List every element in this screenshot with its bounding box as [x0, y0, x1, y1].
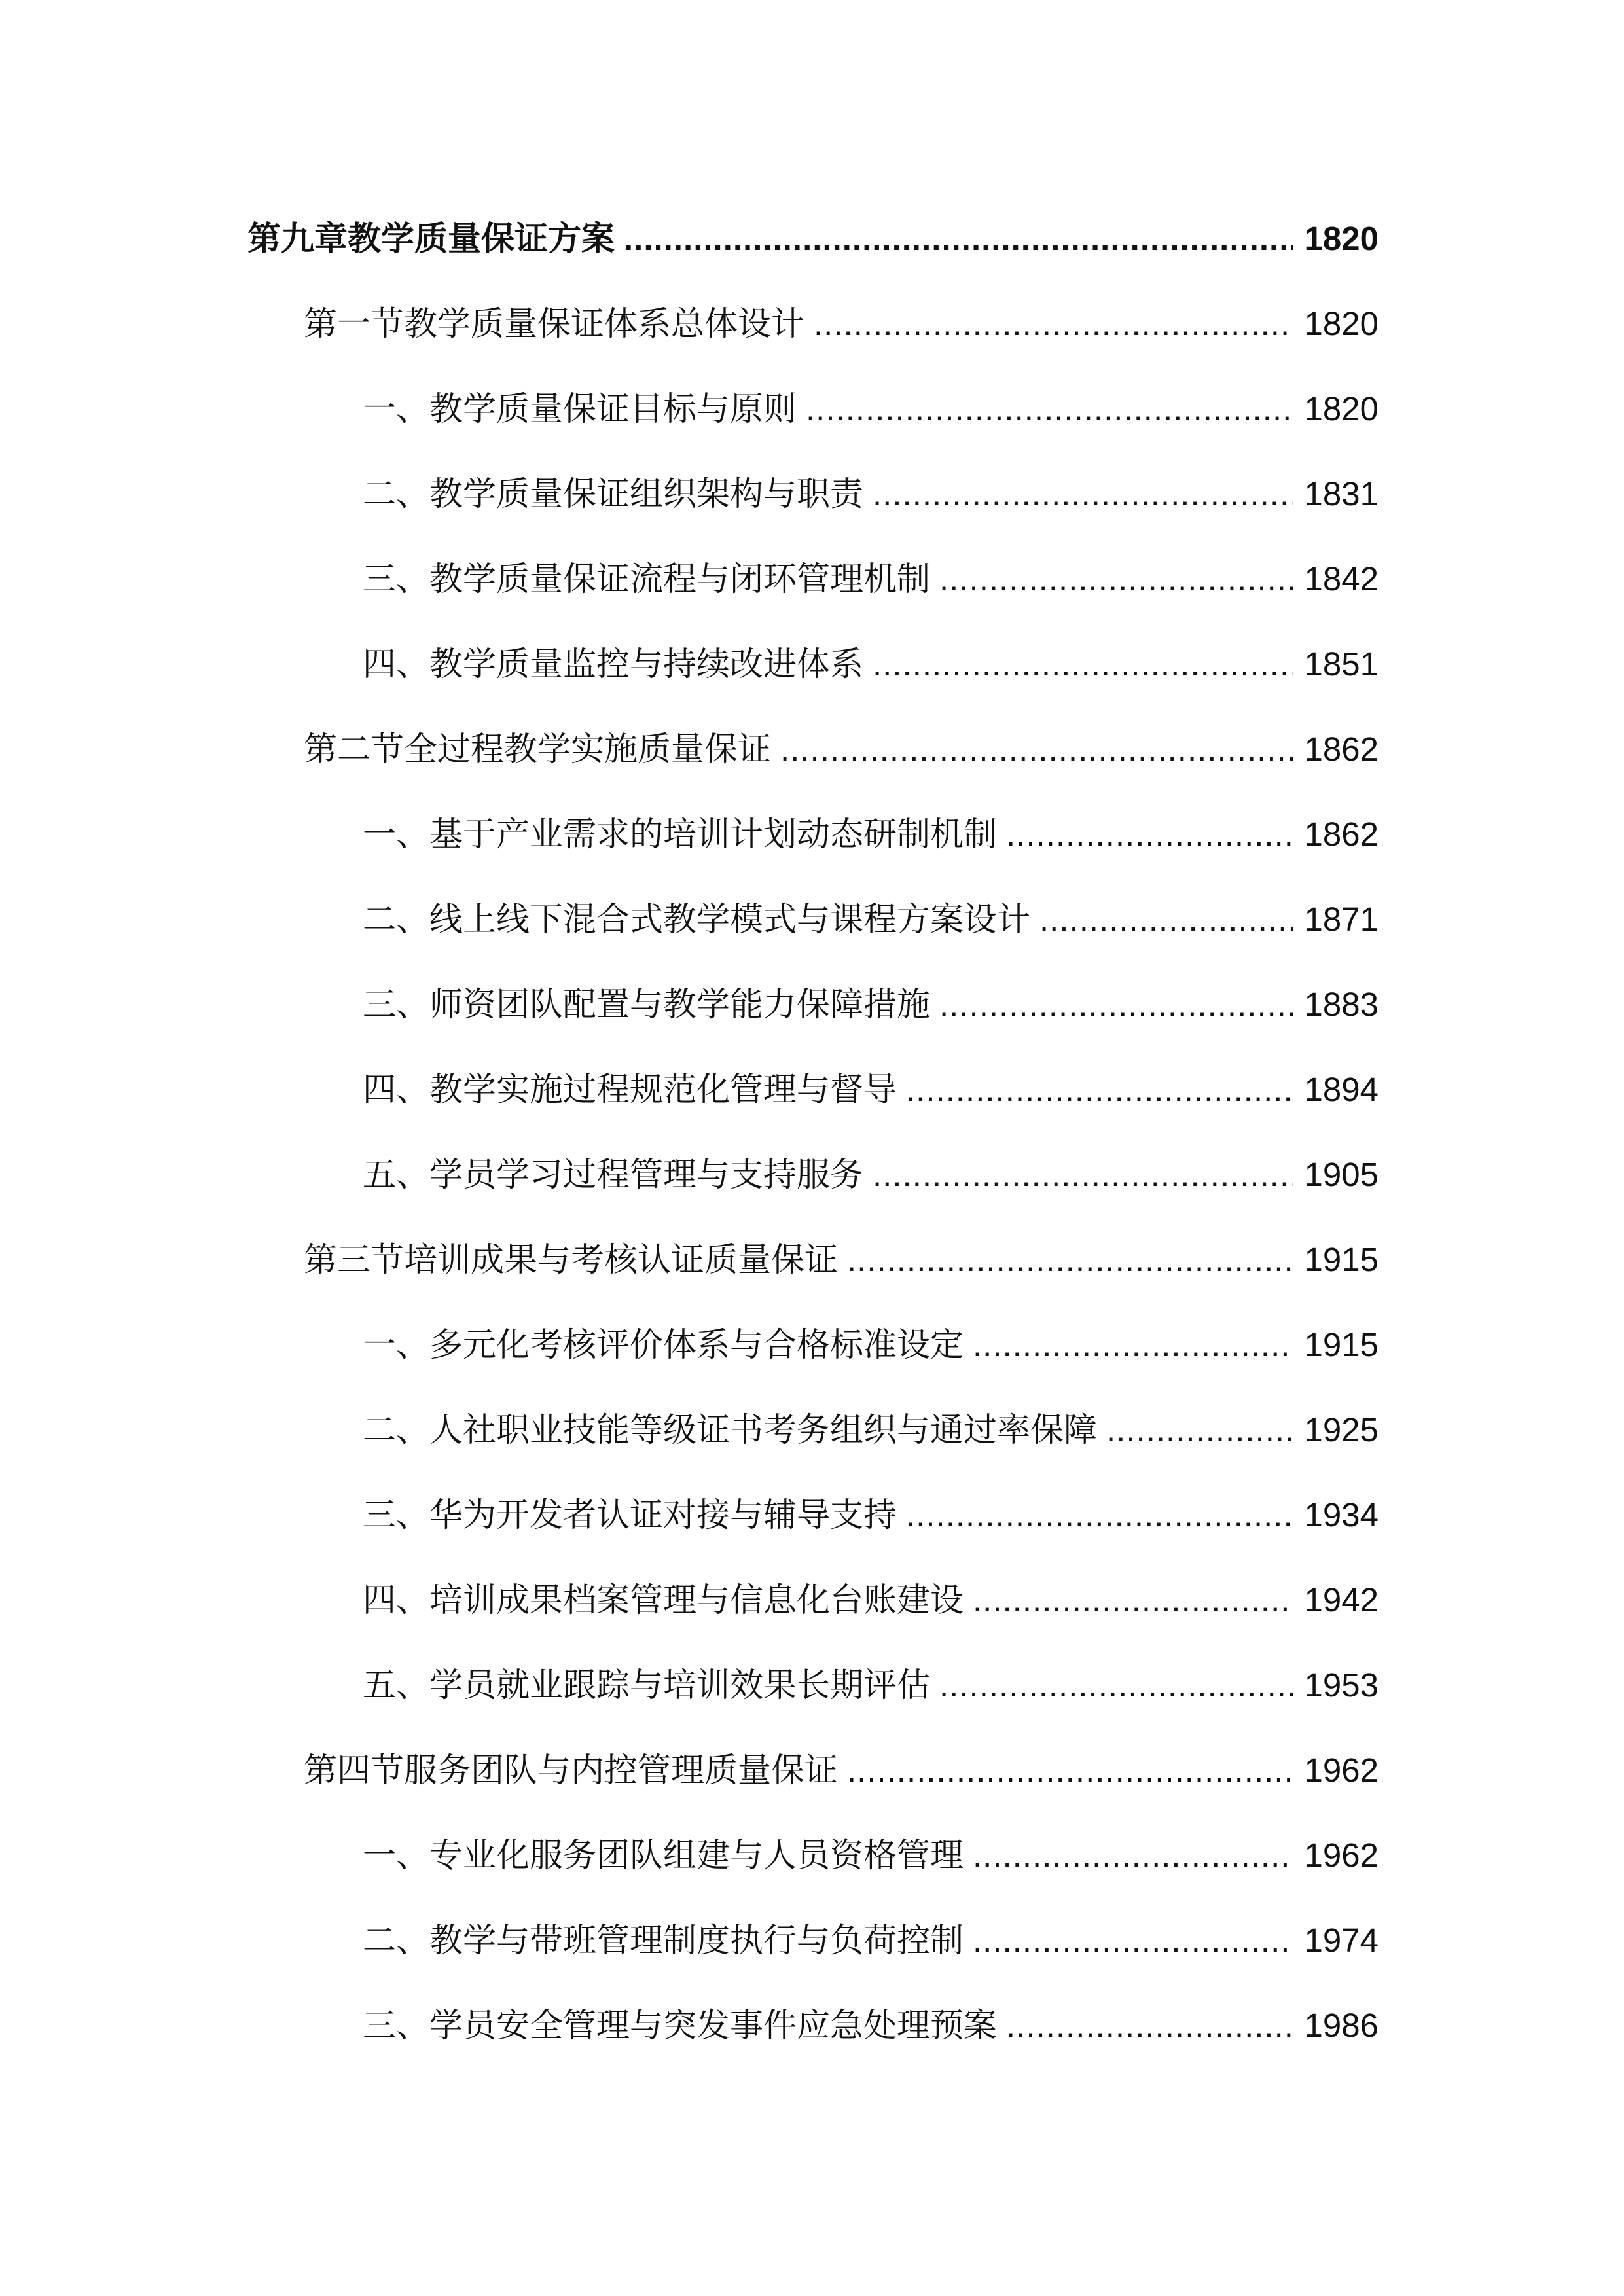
toc-dot-leader [873, 1149, 1293, 1201]
toc-dot-leader [873, 638, 1293, 691]
toc-entry-title: 五、学员就业跟踪与培训效果长期评估 [363, 1666, 931, 1705]
toc-entry-section[interactable] [247, 1234, 1379, 1319]
toc-dot-leader [806, 383, 1293, 435]
toc-entry-title: 三、华为开发者认证对接与辅导支持 [363, 1496, 897, 1535]
toc-dot-leader [973, 1574, 1293, 1626]
toc-dot-leader [624, 213, 1293, 265]
toc-entry-title: 第一节教学质量保证体系总体设计 [304, 305, 805, 344]
toc-entry-chapter[interactable] [247, 213, 1379, 298]
toc-entry-subsection[interactable] [247, 1149, 1379, 1234]
toc-entry-title: 一、专业化服务团队组建与人员资格管理 [363, 1837, 964, 1875]
toc-entry-subsection[interactable] [247, 1914, 1379, 2000]
toc-dot-leader [1006, 808, 1293, 861]
toc-page-number: 1820 [1304, 220, 1379, 257]
toc-entry-title: 第四节服务团队与内控管理质量保证 [304, 1751, 839, 1790]
toc-entry-subsection[interactable] [247, 383, 1379, 468]
toc-entry-title: 第二节全过程教学实施质量保证 [304, 730, 772, 769]
toc-entry-subsection[interactable] [247, 1659, 1379, 1744]
toc-entry-subsection[interactable] [247, 893, 1379, 978]
toc-entry-title: 一、教学质量保证目标与原则 [363, 390, 797, 429]
toc-page-number: 1862 [1304, 816, 1379, 853]
toc-dot-leader [1039, 893, 1293, 946]
toc-entry-subsection[interactable] [247, 638, 1379, 723]
toc-dot-leader [939, 1659, 1293, 1712]
toc-page-number: 1915 [1304, 1241, 1379, 1278]
toc-entry-title: 四、教学实施过程规范化管理与督导 [363, 1071, 897, 1109]
toc-page-number: 1986 [1304, 2007, 1379, 2044]
toc-page-number: 1871 [1304, 901, 1379, 938]
toc-entry-title: 二、线上线下混合式教学模式与课程方案设计 [363, 901, 1031, 939]
toc-entry-subsection[interactable] [247, 1404, 1379, 1489]
toc-entry-title: 二、人社职业技能等级证书考务组织与通过率保障 [363, 1411, 1098, 1450]
toc-entry-title: 一、基于产业需求的培训计划动态研制机制 [363, 816, 998, 854]
toc-page-number: 1962 [1304, 1751, 1379, 1789]
toc-entry-title: 二、教学与带班管理制度执行与负荷控制 [363, 1922, 964, 1960]
toc-entry-subsection[interactable] [247, 468, 1379, 553]
toc-entry-title: 三、学员安全管理与突发事件应急处理预案 [363, 2007, 998, 2045]
toc-dot-leader [780, 723, 1293, 776]
toc-page-number: 1831 [1304, 475, 1379, 512]
toc-dot-leader [906, 1489, 1293, 1541]
toc-page-number: 1820 [1304, 390, 1379, 427]
toc-dot-leader [814, 298, 1293, 350]
toc-entry-subsection[interactable] [247, 808, 1379, 893]
toc-dot-leader [939, 553, 1293, 605]
toc-dot-leader [973, 1829, 1293, 1882]
toc-page-number: 1915 [1304, 1326, 1379, 1363]
toc-entry-subsection[interactable] [247, 1829, 1379, 1914]
table-of-contents [247, 213, 1379, 2085]
toc-entry-title: 第九章教学质量保证方案 [247, 220, 615, 259]
toc-entry-title: 四、培训成果档案管理与信息化台账建设 [363, 1581, 964, 1620]
toc-entry-subsection[interactable] [247, 978, 1379, 1064]
toc-dot-leader [873, 468, 1293, 520]
toc-entry-subsection[interactable] [247, 1064, 1379, 1149]
toc-entry-title: 三、教学质量保证流程与闭环管理机制 [363, 560, 931, 599]
toc-entry-subsection[interactable] [247, 1574, 1379, 1659]
toc-dot-leader [1106, 1404, 1293, 1456]
toc-entry-title: 四、教学质量监控与持续改进体系 [363, 645, 864, 684]
toc-entry-subsection[interactable] [247, 1489, 1379, 1574]
toc-dot-leader [847, 1744, 1293, 1797]
toc-dot-leader [906, 1064, 1293, 1116]
toc-page-number: 1953 [1304, 1666, 1379, 1704]
toc-page-number: 1894 [1304, 1071, 1379, 1108]
toc-entry-subsection[interactable] [247, 2000, 1379, 2085]
toc-dot-leader [1006, 2000, 1293, 2052]
toc-page-number: 1820 [1304, 305, 1379, 342]
toc-page-number: 1851 [1304, 645, 1379, 683]
toc-page-number: 1974 [1304, 1922, 1379, 1959]
toc-page-number: 1925 [1304, 1411, 1379, 1448]
toc-entry-section[interactable] [247, 298, 1379, 383]
toc-entry-section[interactable] [247, 723, 1379, 808]
toc-entry-title: 五、学员学习过程管理与支持服务 [363, 1156, 864, 1194]
toc-page-number: 1883 [1304, 986, 1379, 1023]
toc-page-number: 1842 [1304, 560, 1379, 598]
toc-dot-leader [847, 1234, 1293, 1286]
toc-entry-title: 一、多元化考核评价体系与合格标准设定 [363, 1326, 964, 1365]
toc-entry-subsection[interactable] [247, 553, 1379, 638]
toc-page-number: 1905 [1304, 1156, 1379, 1193]
toc-entry-subsection[interactable] [247, 1319, 1379, 1404]
toc-entry-title: 三、师资团队配置与教学能力保障措施 [363, 986, 931, 1024]
toc-dot-leader [973, 1914, 1293, 1967]
toc-dot-leader [973, 1319, 1293, 1371]
toc-page-number: 1962 [1304, 1837, 1379, 1874]
toc-page-number: 1942 [1304, 1581, 1379, 1619]
toc-entry-title: 二、教学质量保证组织架构与职责 [363, 475, 864, 514]
toc-entry-title: 第三节培训成果与考核认证质量保证 [304, 1241, 839, 1280]
toc-dot-leader [939, 978, 1293, 1031]
toc-page-number: 1862 [1304, 730, 1379, 768]
toc-page-number: 1934 [1304, 1496, 1379, 1534]
toc-entry-section[interactable] [247, 1744, 1379, 1829]
